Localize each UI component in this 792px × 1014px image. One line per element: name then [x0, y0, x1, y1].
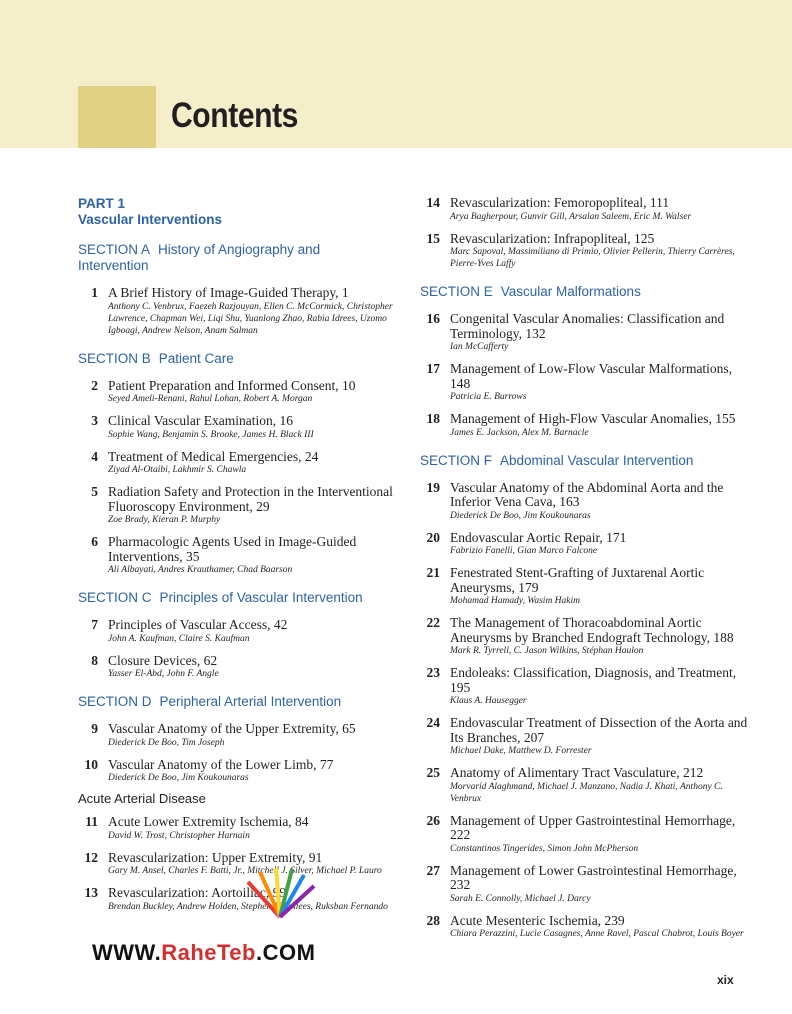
chapter-authors: Yasser El-Abd, John F. Angle — [108, 669, 219, 679]
chapter-authors: David W. Trost, Christopher Harnain — [108, 830, 250, 841]
section-name: Abdominal Vascular Intervention — [500, 452, 694, 468]
chapter-title: Acute Mesenteric Ischemia, 239 — [450, 912, 625, 928]
toc-entry — [78, 886, 394, 913]
chapter-authors: Diederick De Boo, Jim Koukounaras — [108, 773, 249, 783]
chapter-number: 27 — [426, 862, 440, 878]
chapter-number: 1 — [91, 285, 98, 300]
chapter-number: 18 — [426, 411, 440, 426]
section-entries — [420, 312, 750, 439]
watermark-suffix: .COM — [255, 940, 316, 965]
chapter-number: 3 — [91, 413, 98, 428]
section-heading — [78, 694, 394, 710]
chapter-authors: Ziyad Al-Otaibi, Lakhmir S. Chawla — [108, 465, 247, 475]
toc-entry — [420, 531, 750, 558]
chapter-number: 13 — [84, 885, 98, 900]
section-heading — [78, 590, 394, 606]
chapter-authors: James E. Jackson, Alex M. Barnacle — [450, 427, 589, 438]
section-entries — [78, 722, 394, 913]
section-entries — [78, 379, 394, 577]
chapter-title: Endovascular Treatment of Dissection of the Aorta and Its Branches, 207 — [450, 715, 748, 745]
chapter-authors: John A. Kaufman, Claire S. Kaufman — [108, 633, 250, 644]
chapter-authors: Mohamad Hamady, Wasim Hakim — [450, 596, 581, 606]
section-heading — [420, 453, 750, 469]
chapter-title: Closure Devices, 62 — [108, 652, 218, 668]
toc-entry — [78, 618, 394, 645]
chapter-authors: Arya Bagherpour, Gunvir Gill, Arsalan Saleem, Eric M. Walser — [450, 211, 692, 222]
section-entries — [420, 481, 750, 941]
watermark-highlight: RaheTeb — [161, 940, 256, 965]
page-number: xix — [717, 973, 734, 987]
toc-entry — [78, 851, 394, 878]
chapter-title: Management of Low-Flow Vascular Malformations, 148 — [450, 361, 733, 391]
toc-entry — [420, 232, 750, 271]
section-heading — [78, 351, 394, 367]
chapter-authors: Zoe Brady, Kieran P. Murphy — [108, 515, 221, 525]
chapter-number: 9 — [91, 721, 98, 736]
chapter-title: Revascularization: Aortoiliac, 99 — [108, 885, 287, 900]
part-title: Vascular Interventions — [78, 212, 223, 227]
chapter-authors: Anthony C. Venbrux, Faezeh Razjouyan, Ellen C. McCormick, Christopher Lawrence, Chapman Wei, Liqi Shu, Yuanlong Zhao, Rabia Idrees, Uzomo Igboagi, Andrew Nelson, Anam Salman — [108, 301, 393, 336]
chapter-number: 10 — [84, 756, 98, 772]
chapter-title: Patient Preparation and Informed Consent, 10 — [108, 377, 356, 393]
chapter-number: 2 — [91, 377, 98, 393]
toc-entry — [420, 412, 750, 439]
toc-entry — [420, 914, 750, 941]
chapter-title: Treatment of Medical Emergencies, 24 — [108, 448, 319, 464]
page-title: Contents — [171, 96, 298, 135]
chapter-authors: Chiara Perazzini, Lucie Casagnes, Anne Ravel, Pascal Chabrot, Louis Boyer — [450, 929, 744, 939]
chapter-title: Endoleaks: Classification, Diagnosis, and Treatment, 195 — [450, 665, 737, 695]
chapter-number: 19 — [426, 479, 440, 495]
toc-entry — [420, 566, 750, 607]
part-label: PART 1 — [78, 196, 126, 211]
section-entries — [78, 618, 394, 680]
chapter-number: 7 — [91, 617, 98, 632]
chapter-number: 24 — [426, 715, 440, 730]
toc-entry — [78, 758, 394, 785]
chapter-authors: Seyed Ameli-Renani, Rahul Lohan, Robert A. Morgan — [108, 394, 313, 404]
chapter-authors: Fabrizio Fanelli, Gian Marco Falcone — [450, 546, 598, 556]
section-name: Principles of Vascular Intervention — [159, 590, 363, 605]
chapter-number: 4 — [91, 448, 98, 464]
toc-entry — [78, 379, 394, 406]
toc-entry — [420, 864, 750, 905]
toc-entry — [420, 814, 750, 855]
chapter-authors: Morvarid Alaghmand, Michael J. Manzano, Nadia J. Khati, Anthony C. Venbrux — [450, 781, 723, 804]
chapter-number: 16 — [426, 311, 440, 326]
chapter-title: Vascular Anatomy of the Abdominal Aorta and the Inferior Vena Cava, 163 — [450, 479, 724, 509]
chapter-authors: Brendan Buckley, Andrew Holden, Stephen Merrilees, Ruksban Fernando — [108, 901, 388, 912]
section-heading — [78, 242, 394, 274]
section-letter: SECTION D — [78, 694, 152, 709]
chapter-number: 5 — [91, 484, 98, 499]
chapter-title: Acute Lower Extremity Ischemia, 84 — [108, 814, 309, 829]
chapter-title: Clinical Vascular Examination, 16 — [108, 413, 293, 428]
chapter-title: Revascularization: Infrapopliteal, 125 — [450, 230, 655, 246]
section-entries — [78, 286, 394, 337]
section-name: History of Angiography and Intervention — [78, 242, 321, 273]
toc-entry — [78, 485, 394, 526]
toc-entry — [78, 535, 394, 576]
chapter-number: 21 — [426, 565, 440, 580]
chapter-authors: Sarah E. Connolly, Michael J. Darcy — [450, 893, 591, 904]
chapter-title: A Brief History of Image-Guided Therapy, 1 — [108, 285, 349, 300]
chapter-title: Radiation Safety and Protection in the Interventional Fluoroscopy Environment, 29 — [108, 484, 393, 514]
toc-entry — [420, 362, 750, 403]
chapter-title: Revascularization: Upper Extremity, 91 — [108, 849, 323, 865]
left-sections — [78, 242, 394, 913]
chapter-number: 15 — [426, 230, 440, 246]
chapter-number: 14 — [426, 195, 440, 210]
book-fan-logo-icon — [240, 862, 320, 922]
chapter-authors: Klaus A. Hausegger — [450, 696, 527, 706]
chapter-number: 25 — [426, 765, 440, 780]
chapter-number: 11 — [85, 814, 98, 829]
right-sections — [420, 284, 750, 940]
chapter-title: Endovascular Aortic Repair, 171 — [450, 529, 627, 545]
chapter-title: Pharmacologic Agents Used in Image-Guided Interventions, 35 — [108, 534, 357, 564]
right-lead-entries — [420, 196, 750, 270]
toc-entry — [78, 815, 394, 842]
header-accent-block — [78, 86, 156, 148]
chapter-title: Vascular Anatomy of the Lower Limb, 77 — [108, 756, 334, 772]
left-column — [78, 196, 394, 922]
chapter-title: Management of Lower Gastrointestinal Hemorrhage, 232 — [450, 862, 737, 892]
watermark-prefix: WWW. — [92, 940, 162, 965]
toc-entry — [78, 722, 394, 749]
section-letter: SECTION C — [78, 590, 152, 605]
section-subheading: Acute Arterial Disease — [78, 791, 206, 806]
chapter-title: Congenital Vascular Anomalies: Classification and Terminology, 132 — [450, 311, 725, 341]
toc-entry — [420, 716, 750, 757]
toc-entry — [420, 616, 750, 657]
chapter-number: 17 — [426, 361, 440, 376]
section-letter: SECTION F — [420, 452, 493, 468]
chapter-authors: Gary M. Ansel, Charles F. Batti, Jr., Mitchell J. Silver, Michael P. Lauro — [108, 866, 382, 876]
toc-entry — [420, 481, 750, 522]
chapter-title: Fenestrated Stent-Grafting of Juxtarenal Aortic Aneurysms, 179 — [450, 565, 705, 595]
chapter-title: The Management of Thoracoabdominal Aortic Aneurysms by Branched Endograft Technology, 188 — [450, 615, 734, 645]
chapter-authors: Mark R. Tyrrell, C. Jason Wilkins, Stéphan Haulon — [450, 646, 644, 656]
chapter-authors: Ali Albayati, Andres Krauthamer, Chad Baarson — [108, 565, 293, 575]
section-heading — [420, 284, 750, 300]
watermark-text — [92, 940, 315, 966]
toc-entry — [420, 766, 750, 805]
toc-entry — [420, 312, 750, 353]
section-name: Vascular Malformations — [500, 284, 641, 299]
chapter-number: 8 — [91, 652, 98, 668]
section-letter: SECTION A — [78, 242, 151, 257]
section-letter: SECTION E — [420, 284, 493, 299]
section-name: Patient Care — [158, 350, 234, 366]
chapter-number: 6 — [91, 534, 98, 549]
section-letter: SECTION B — [78, 350, 151, 366]
chapter-title: Management of Upper Gastrointestinal Hemorrhage, 222 — [450, 812, 736, 842]
toc-entry — [420, 666, 750, 707]
chapter-title: Principles of Vascular Access, 42 — [108, 617, 288, 632]
chapter-number: 26 — [426, 812, 440, 828]
chapter-authors: Diederick De Boo, Jim Koukounaras — [450, 510, 591, 521]
chapter-authors: Ian McCafferty — [450, 342, 509, 352]
right-column — [420, 196, 750, 949]
toc-entry — [78, 450, 394, 477]
chapter-authors: Michael Dake, Matthew D. Forrester — [450, 746, 592, 756]
chapter-authors: Sophie Wang, Benjamin S. Brooke, James H. Black III — [108, 429, 314, 440]
chapter-authors: Constantinos Tingerides, Simon John McPherson — [450, 843, 639, 854]
chapter-authors: Marc Sapoval, Massimiliano di Primio, Olivier Pellerin, Thierry Carrères, Pierre-Yves Laffy — [450, 247, 735, 269]
chapter-number: 12 — [84, 849, 98, 865]
chapter-title: Anatomy of Alimentary Tract Vasculature, 212 — [450, 765, 704, 780]
chapter-authors: Diederick De Boo, Tim Joseph — [108, 737, 225, 748]
toc-entry — [78, 654, 394, 681]
toc-entry — [78, 414, 394, 441]
section-name: Peripheral Arterial Intervention — [159, 694, 342, 709]
chapter-authors: Patricia E. Burrows — [450, 392, 527, 402]
chapter-title: Revascularization: Femoropopliteal, 111 — [450, 195, 670, 210]
chapter-number: 23 — [426, 665, 440, 680]
toc-entry — [420, 196, 750, 223]
chapter-number: 22 — [426, 615, 440, 630]
chapter-title: Management of High-Flow Vascular Anomalies, 155 — [450, 411, 736, 426]
toc-entry — [78, 286, 394, 337]
chapter-number: 20 — [426, 529, 440, 545]
chapter-title: Vascular Anatomy of the Upper Extremity, 65 — [108, 721, 356, 736]
chapter-number: 28 — [426, 912, 440, 928]
